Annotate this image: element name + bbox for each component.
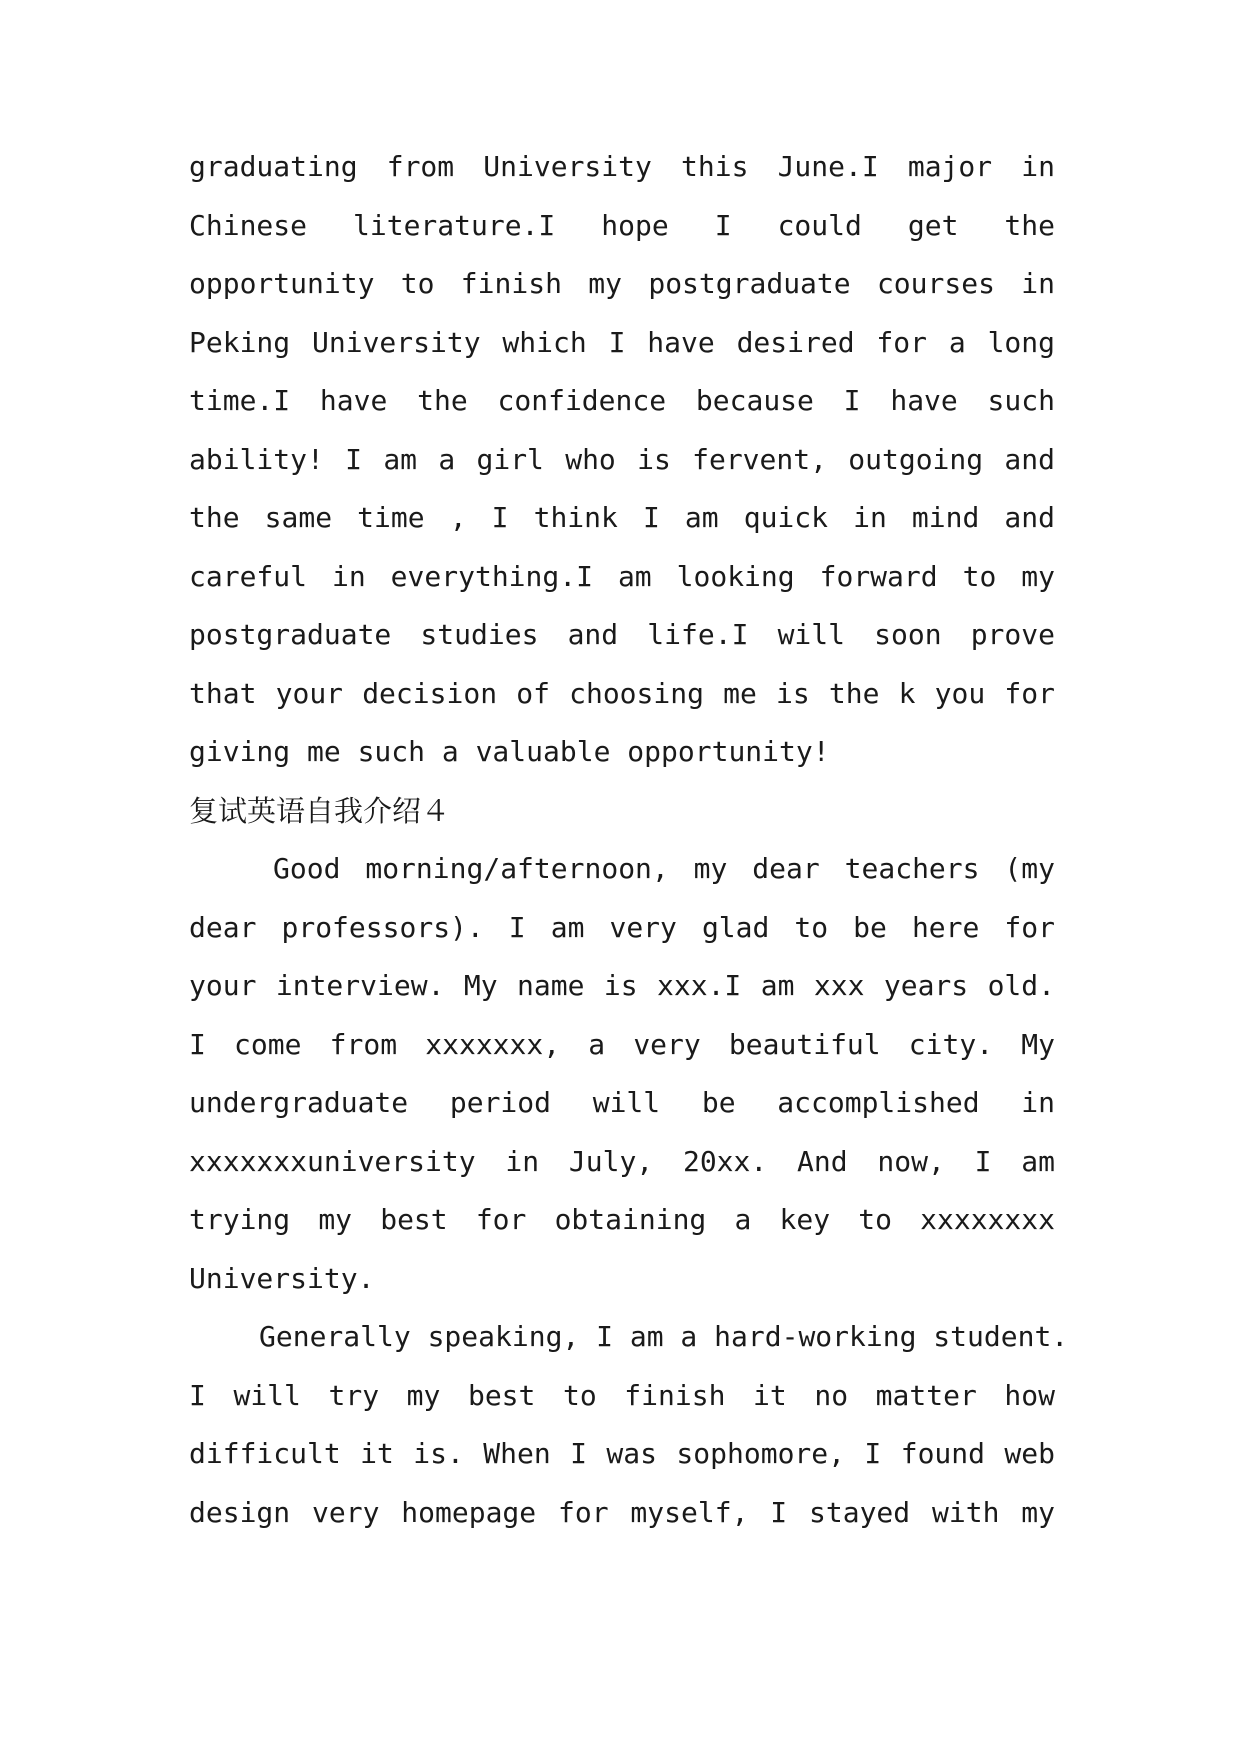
paragraph-1-line: Chinese literature.I hope I could get the: [189, 208, 1055, 242]
paragraph-2-line: your interview. My name is xxx.I am xxx years old.: [189, 969, 1055, 1002]
paragraph-1-line: ability! I am a girl who is fervent, outgoing and: [189, 442, 1055, 476]
paragraph-2-line: Good morning/afternoon, my dear teachers (my: [273, 852, 1055, 885]
paragraph-1-line: that your decision of choosing me is the k you for: [189, 676, 1055, 710]
paragraph-2-line: dear professors). I am very glad to be here for: [189, 910, 1055, 944]
paragraph-2-line: trying my best for obtaining a key to xxxxxxxx: [189, 1203, 1055, 1236]
paragraph-2-line: University.: [189, 1261, 375, 1295]
paragraph-1-line: time.I have the confidence because I have such: [189, 384, 1055, 417]
paragraph-2-line: I come from xxxxxxx, a very beautiful city. My: [189, 1027, 1055, 1061]
paragraph-1-line: graduating from University this June.I major in: [189, 150, 1055, 183]
paragraph-3-line: Generally speaking, I am a hard-working student.: [259, 1320, 1069, 1353]
paragraph-1-line: careful in everything.I am looking forward to my: [189, 559, 1055, 593]
paragraph-1-line: Peking University which I have desired for a long: [189, 325, 1055, 359]
paragraph-1-line: postgraduate studies and life.I will soon prove: [189, 618, 1055, 651]
paragraph-3-line: design very homepage for myself, I stayed with my: [189, 1495, 1055, 1529]
paragraph-1-line: giving me such a valuable opportunity!: [189, 735, 830, 768]
paragraph-2-line: xxxxxxxuniversity in July, 20xx. And now, I am: [189, 1144, 1055, 1178]
paragraph-2-line: undergraduate period will be accomplished in: [189, 1086, 1055, 1119]
paragraph-1-line: the same time , I think I am quick in mind and: [189, 501, 1055, 534]
section-heading: 复试英语自我介绍４: [189, 793, 451, 828]
paragraph-3-line: difficult it is. When I was sophomore, I found web: [189, 1437, 1055, 1470]
document-body: [189, 138, 1069, 1542]
paragraph-1-line: opportunity to finish my postgraduate courses in: [189, 267, 1055, 300]
paragraph-3-line: I will try my best to finish it no matter how: [189, 1378, 1055, 1412]
